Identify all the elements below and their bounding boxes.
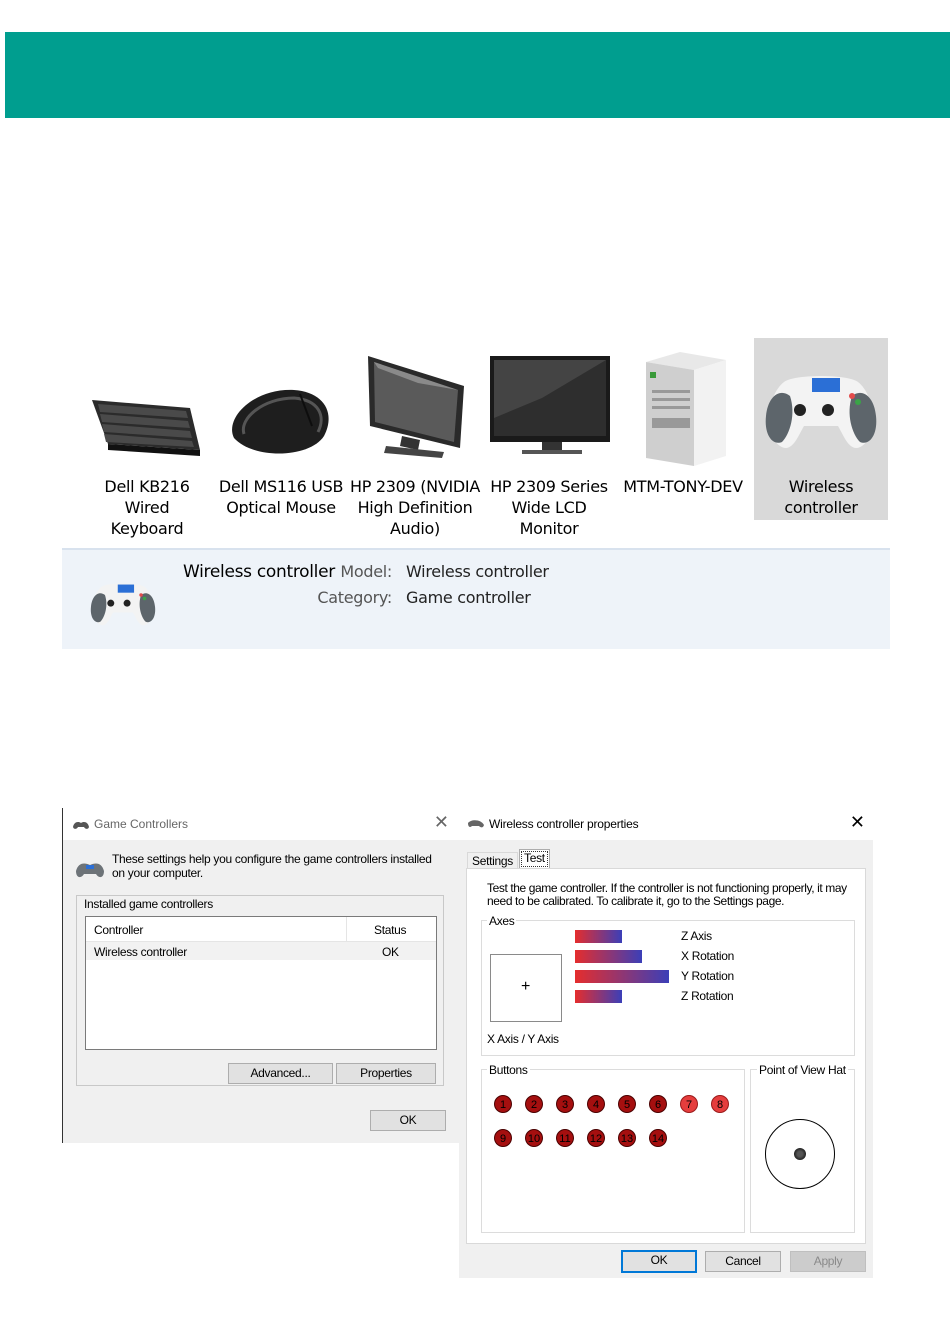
titlebar [459,808,873,840]
z-axis-label: Z Axis [681,929,712,943]
ok-button[interactable]: OK [621,1250,697,1273]
button-indicator-1: 1 [494,1095,512,1113]
test-panel [466,868,866,1244]
monitor-icon [482,338,616,478]
list-header [86,917,436,942]
dialog-title: Wireless controller properties [489,817,639,831]
x-rotation-label: X Rotation [681,949,735,963]
category-label: Category: [317,588,392,607]
device-wireless-controller[interactable] [754,338,888,520]
device-mouse[interactable] [214,338,348,538]
tab-settings[interactable]: Settings [467,852,518,870]
model-value: Wireless controller [406,562,549,581]
category-value: Game controller [406,588,531,607]
close-icon[interactable]: ✕ [433,812,449,832]
button-indicator-3: 3 [556,1095,574,1113]
gamepad-icon [467,819,485,829]
game-controllers-dialog [62,808,460,1143]
gamepad-icon [74,859,106,881]
header-banner [5,32,950,118]
device-label: Dell MS116 USB Optical Mouse [218,477,344,517]
computer-tower-icon [616,338,750,478]
group-label: Installed game controllers [84,897,213,911]
gamepad-icon [754,338,888,478]
pov-label: Point of View Hat [759,1063,846,1077]
button-indicator-12: 12 [587,1129,605,1147]
device-computer[interactable] [616,338,750,538]
device-monitor-lcd[interactable] [482,338,616,538]
keyboard-icon [80,338,214,478]
gamepad-icon [72,819,90,831]
buttons-label: Buttons [489,1063,528,1077]
button-indicator-4: 4 [587,1095,605,1113]
device-label: MTM-TONY-DEV [623,477,743,496]
gamepad-icon [84,572,162,632]
xy-axis-label: X Axis / Y Axis [487,1032,559,1046]
controllers-list[interactable] [85,916,437,1050]
device-keyboard[interactable] [80,338,214,538]
test-description: Test the game controller. If the controller is not functioning properly, it may need to be calibrated. To calibrate it, go to the Settings page. [487,881,847,908]
pov-position-dot [794,1148,806,1160]
crosshair-icon: + [521,978,531,995]
button-indicator-10: 10 [525,1129,543,1147]
buttons-group [481,1069,745,1233]
button-indicator-6: 6 [649,1095,667,1113]
button-indicator-7: 7 [680,1095,698,1113]
y-rotation-bar [575,970,669,983]
mouse-icon [214,338,348,478]
device-label: Dell KB216 Wired Keyboard [104,477,190,538]
z-rotation-label: Z Rotation [681,989,734,1003]
xy-axis-box [490,954,562,1022]
row-controller: Wireless controller [94,945,187,959]
titlebar [63,808,459,840]
close-icon[interactable]: ✕ [849,812,865,832]
button-indicator-2: 2 [525,1095,543,1113]
dialog-title: Game Controllers [94,817,189,831]
button-indicator-13: 13 [618,1129,636,1147]
column-controller[interactable]: Controller [94,923,144,937]
advanced-button[interactable]: Advanced... [228,1063,333,1084]
axes-label: Axes [489,914,515,928]
device-label: HP 2309 Series Wide LCD Monitor [490,477,608,538]
details-device-name: Wireless controller [183,562,335,582]
properties-button[interactable]: Properties [336,1063,436,1084]
button-indicator-14: 14 [649,1129,667,1147]
device-details-pane [62,548,890,649]
model-label: Model: [340,562,392,581]
devices-row [80,338,890,538]
cancel-button[interactable]: Cancel [705,1251,781,1272]
z-axis-bar [575,930,622,943]
tab-test[interactable]: Test [519,849,550,869]
button-indicator-11: 11 [556,1129,574,1147]
intro-text: These settings help you configure the game controllers installed on your computer. [112,852,432,880]
device-label: HP 2309 (NVIDIA High Definition Audio) [350,477,480,538]
x-rotation-bar [575,950,642,963]
button-indicator-8: 8 [711,1095,729,1113]
button-indicator-5: 5 [618,1095,636,1113]
device-label: Wireless controller [784,477,858,517]
ok-button[interactable]: OK [370,1110,446,1131]
table-row[interactable] [86,942,436,960]
z-rotation-bar [575,990,622,1003]
monitor-icon [348,338,482,478]
controller-properties-dialog [459,808,873,1278]
y-rotation-label: Y Rotation [681,969,734,983]
row-status: OK [382,945,399,959]
apply-button: Apply [790,1251,866,1272]
button-indicator-9: 9 [494,1129,512,1147]
column-status[interactable]: Status [374,923,407,937]
pov-hat-indicator [765,1119,835,1189]
device-monitor-audio[interactable] [348,338,482,538]
